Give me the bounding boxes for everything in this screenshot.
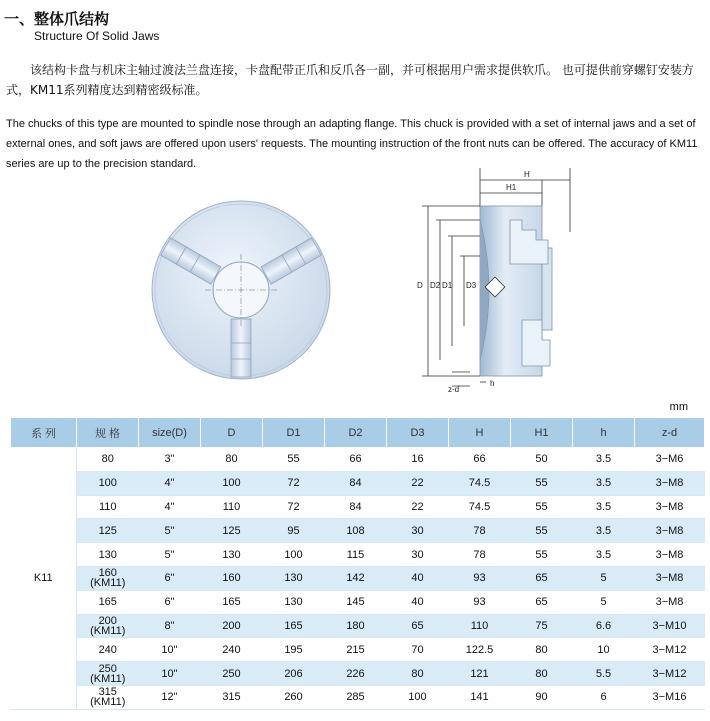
cell-h: 3.5 — [573, 519, 635, 543]
spec-cell — [77, 566, 139, 590]
spec-suffix: (KM11) — [90, 624, 126, 637]
jaw-bottom — [231, 319, 251, 377]
header-size: size(D) — [139, 418, 201, 448]
spec-cell — [77, 471, 139, 495]
cell-d3: 22 — [387, 495, 449, 519]
cell-d2: 142 — [325, 566, 387, 590]
spec-value: 130 — [98, 548, 117, 561]
cell-h: 3.5 — [573, 448, 635, 472]
spec-value: 250 — [98, 662, 117, 675]
cell-h: 5.5 — [573, 662, 635, 686]
dim-label-H: H — [524, 170, 530, 179]
spec-cell — [77, 590, 139, 614]
cell-h1: 55 — [511, 519, 573, 543]
table-header-row — [11, 418, 705, 448]
spec-value: 100 — [98, 477, 117, 490]
cell-h: 93 — [449, 590, 511, 614]
cell-h1: 90 — [511, 685, 573, 709]
spec-value: 110 — [98, 500, 117, 513]
table-row — [11, 614, 705, 638]
spec-value: 315 — [98, 686, 117, 699]
cell-d3: 40 — [387, 590, 449, 614]
cell-d1: 260 — [263, 685, 325, 709]
spec-cell — [77, 614, 139, 638]
cell-h1: 80 — [511, 662, 573, 686]
cell-d: 80 — [201, 448, 263, 472]
series-cell: K11 — [11, 448, 77, 710]
table-row — [11, 662, 705, 686]
cell-d2: 84 — [325, 495, 387, 519]
cell-d3: 30 — [387, 519, 449, 543]
cell-zd: 3−M16 — [635, 685, 705, 709]
cell-zd: 3−M8 — [635, 590, 705, 614]
cell-h1: 50 — [511, 448, 573, 472]
cell-h: 5 — [573, 590, 635, 614]
spec-suffix: (KM11) — [90, 672, 126, 685]
cell-d1: 130 — [263, 566, 325, 590]
cell-h: 122.5 — [449, 638, 511, 662]
cell-size: 4" — [139, 495, 201, 519]
header-D2: D2 — [325, 418, 387, 448]
cell-d: 250 — [201, 662, 263, 686]
cell-d1: 72 — [263, 495, 325, 519]
cell-d1: 195 — [263, 638, 325, 662]
dim-label-D: D — [417, 281, 423, 290]
chuck-front-view-illustration — [150, 199, 332, 381]
cell-d: 200 — [201, 614, 263, 638]
spec-value: 240 — [98, 643, 117, 656]
spec-cell — [77, 448, 139, 472]
cell-d1: 95 — [263, 519, 325, 543]
spec-value: 125 — [98, 524, 117, 537]
description-cn: 该结构卡盘与机床主轴过渡法兰盘连接，卡盘配带正爪和反爪各一副，并可根据用户需求提供软爪。 也可提供前穿螺钉安装方式，KM11系列精度达到精密级标准。 — [6, 63, 694, 97]
cell-h1: 55 — [511, 495, 573, 519]
cell-d1: 130 — [263, 590, 325, 614]
cell-size: 12" — [139, 685, 201, 709]
header-D: D — [201, 418, 263, 448]
table-row — [11, 519, 705, 543]
table-row — [11, 495, 705, 519]
specification-table — [10, 417, 705, 710]
cell-size: 6" — [139, 566, 201, 590]
cell-d: 160 — [201, 566, 263, 590]
cell-zd: 3−M8 — [635, 495, 705, 519]
dim-label-h: h — [490, 379, 495, 388]
header-series: 系 列 — [11, 418, 77, 448]
spec-cell — [77, 495, 139, 519]
cell-d2: 180 — [325, 614, 387, 638]
cell-size: 4" — [139, 471, 201, 495]
cell-h: 5 — [573, 566, 635, 590]
table-row — [11, 590, 705, 614]
cell-d3: 100 — [387, 685, 449, 709]
cell-d: 110 — [201, 495, 263, 519]
cell-d: 125 — [201, 519, 263, 543]
dim-label-H1: H1 — [506, 183, 517, 192]
cell-d2: 84 — [325, 471, 387, 495]
spec-value: 160 — [98, 567, 117, 580]
cell-d: 100 — [201, 471, 263, 495]
header-spec: 规 格 — [77, 418, 139, 448]
section-title-cn: 一、整体爪结构 — [4, 10, 110, 28]
cell-d3: 30 — [387, 543, 449, 567]
chuck-side-view-drawing — [410, 160, 710, 400]
cell-size: 8" — [139, 614, 201, 638]
cell-d2: 215 — [325, 638, 387, 662]
cell-d: 315 — [201, 685, 263, 709]
cell-h: 3.5 — [573, 471, 635, 495]
spec-value: 80 — [101, 453, 114, 466]
cell-size: 10" — [139, 662, 201, 686]
header-D3: D3 — [387, 418, 449, 448]
cell-h: 10 — [573, 638, 635, 662]
cell-h1: 55 — [511, 543, 573, 567]
cell-size: 3" — [139, 448, 201, 472]
cell-d3: 70 — [387, 638, 449, 662]
dim-label-zd: z-d — [448, 385, 460, 394]
header-H: H — [449, 418, 511, 448]
cell-h: 141 — [449, 685, 511, 709]
cell-h: 74.5 — [449, 495, 511, 519]
spec-suffix: (KM11) — [90, 577, 126, 590]
cell-d3: 80 — [387, 662, 449, 686]
cell-zd: 3−M8 — [635, 543, 705, 567]
cell-h: 3.5 — [573, 543, 635, 567]
cell-h: 110 — [449, 614, 511, 638]
cell-h: 93 — [449, 566, 511, 590]
unit-label: mm — [669, 401, 688, 413]
cell-zd: 3−M8 — [635, 566, 705, 590]
table-row — [11, 638, 705, 662]
spec-cell — [77, 662, 139, 686]
cell-h: 78 — [449, 519, 511, 543]
dim-label-D2: D2 — [430, 281, 441, 290]
spec-cell — [77, 519, 139, 543]
cell-d2: 285 — [325, 685, 387, 709]
spec-suffix: (KM11) — [90, 696, 126, 709]
cell-zd: 3−M6 — [635, 448, 705, 472]
cell-zd: 3−M12 — [635, 638, 705, 662]
cell-d2: 226 — [325, 662, 387, 686]
cell-h: 6 — [573, 685, 635, 709]
description-en: The chucks of this type are mounted to spindle nose through an adapting flange. This chuck is provided with a set of internal jaws and a set of external ones, and soft jaws are offered upon users' requests. The mounting instruction of the front nuts can be offered. The accuracy of KM11 series are up to the precision standard. — [6, 118, 698, 170]
cell-d: 130 — [201, 543, 263, 567]
cell-d1: 72 — [263, 471, 325, 495]
dim-label-D1: D1 — [442, 281, 453, 290]
spec-value: 165 — [98, 596, 117, 609]
header-H1: H1 — [511, 418, 573, 448]
cell-h: 3.5 — [573, 495, 635, 519]
cell-h: 74.5 — [449, 471, 511, 495]
spec-value: 200 — [98, 614, 117, 627]
cell-zd: 3−M8 — [635, 471, 705, 495]
cell-zd: 3−M10 — [635, 614, 705, 638]
dim-label-D3: D3 — [466, 281, 477, 290]
cell-h: 78 — [449, 543, 511, 567]
header-D1: D1 — [263, 418, 325, 448]
cell-d: 240 — [201, 638, 263, 662]
table-row — [11, 543, 705, 567]
cell-h: 6.6 — [573, 614, 635, 638]
cell-h1: 55 — [511, 471, 573, 495]
header-h: h — [573, 418, 635, 448]
spec-cell — [77, 543, 139, 567]
table-row — [11, 685, 705, 709]
cell-d2: 108 — [325, 519, 387, 543]
cell-h: 66 — [449, 448, 511, 472]
cell-d3: 16 — [387, 448, 449, 472]
cell-d1: 165 — [263, 614, 325, 638]
cell-size: 5" — [139, 543, 201, 567]
cell-d: 165 — [201, 590, 263, 614]
table-row — [11, 448, 705, 472]
cell-d1: 100 — [263, 543, 325, 567]
cell-d1: 206 — [263, 662, 325, 686]
cell-h1: 80 — [511, 638, 573, 662]
cell-d2: 115 — [325, 543, 387, 567]
cell-size: 6" — [139, 590, 201, 614]
cell-d2: 66 — [325, 448, 387, 472]
spec-cell — [77, 638, 139, 662]
cell-zd: 3−M12 — [635, 662, 705, 686]
cell-size: 5" — [139, 519, 201, 543]
table-row — [11, 566, 705, 590]
section-title-en: Structure Of Solid Jaws — [34, 29, 160, 43]
cell-h1: 65 — [511, 590, 573, 614]
cell-h1: 65 — [511, 566, 573, 590]
cell-d3: 40 — [387, 566, 449, 590]
cell-size: 10" — [139, 638, 201, 662]
header-z-d: z-d — [635, 418, 705, 448]
cell-d1: 55 — [263, 448, 325, 472]
cell-d2: 145 — [325, 590, 387, 614]
cell-d3: 65 — [387, 614, 449, 638]
cell-h: 121 — [449, 662, 511, 686]
cell-d3: 22 — [387, 471, 449, 495]
cell-zd: 3−M8 — [635, 519, 705, 543]
spec-cell — [77, 685, 139, 709]
table-row — [11, 471, 705, 495]
cell-h1: 75 — [511, 614, 573, 638]
